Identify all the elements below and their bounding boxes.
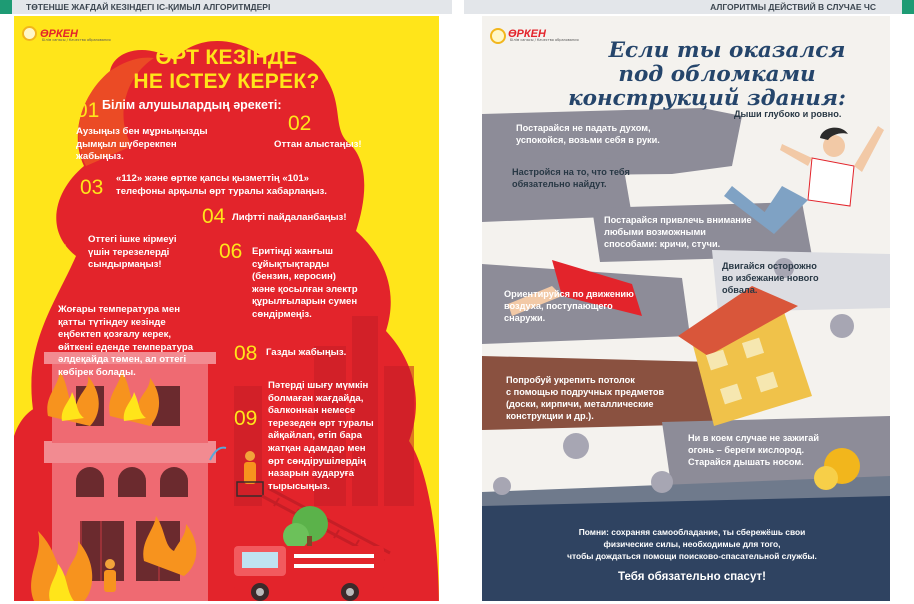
rubble-safety-poster [482, 16, 890, 601]
step-text: Лифтті пайдаланбаңыз! [232, 212, 347, 223]
step-number: 01 [76, 99, 100, 122]
orken-logo [22, 26, 111, 42]
fire-safety-poster [14, 16, 439, 601]
tip-text: Ориентируйся по движению воздуха, поступающего снаружи. [504, 289, 634, 323]
logo-brand: ӨРКЕН [508, 27, 546, 40]
tip-text: Настройся на то, что тебя обязательно найдут. [512, 167, 630, 189]
left-page-header [0, 0, 452, 14]
step-text: Пәтерді шығу мүмкін болмаған жағдайда, балконнан немесе терезеден өрт туралы айқайлап, өтіп бара жатқан адамдар мен өрт сөндірушілердің назарын аударуға тырысыңыз. [268, 380, 374, 492]
orken-logo [490, 26, 579, 42]
poster-subtitle: Білім алушылардың әрекеті: [102, 98, 282, 112]
poster-title-line2: под обломками [618, 62, 816, 87]
right-header-title: АЛГОРИТМЫ ДЕЙСТВИЙ В СЛУЧАЕ ЧС [710, 2, 876, 12]
logo-subtitle: Білім сапасы / Качество образования [42, 38, 111, 42]
final-message: Тебя обязательно спасут! [618, 571, 766, 583]
step-text: Жоғары температура мен қатты түтіндеу кезінде еңбектеп қозғалу керек, өйткені еденде температура әлдеқайда төмен, ал оттегі көбірек болады. [58, 304, 194, 378]
poster-title-line2: НЕ ІСТЕУ КЕРЕК? [133, 70, 320, 93]
right-page-header [464, 0, 914, 14]
step-number: 06 [219, 240, 243, 263]
poster-title-line3: конструкций здания: [568, 86, 846, 111]
logo-brand: ӨРКЕН [40, 27, 78, 40]
step-number: 08 [234, 342, 258, 365]
step-text: «112» және өртке қапсы қызметтің «101» телефоны арқылы өрт туралы хабарлаңыз. [116, 173, 327, 197]
step-number: 07 [24, 298, 48, 321]
step-number: 02 [288, 112, 312, 135]
tip-text: Двигайся осторожно во избежание нового обвала. [722, 261, 819, 295]
step-number: 03 [80, 176, 104, 199]
header-green-tab [902, 0, 914, 14]
tip-text: Постарайся не падать духом, успокойся, возьми себя в руки. [516, 123, 660, 145]
logo-subtitle: Білім сапасы / Качество образования [510, 38, 579, 42]
step-number: 04 [202, 205, 226, 228]
step-number: 05 [44, 241, 68, 264]
tip-text: Ни в коем случае не зажигай огонь – береги кислород. Старайся дышать носом. [688, 433, 820, 467]
sun-logo-icon [22, 26, 37, 41]
tip-text: Дыши глубоко и ровно. [734, 109, 842, 119]
tip-text: Попробуй укрепить потолок с помощью подручных предметов (доски, кирпичи, металлические конструкции и др.). [506, 375, 665, 421]
tip-text: Помни: сохраняя самообладание, ты сбережёшь свои физические силы, необходимые для того, чтобы дождаться помощи поисково-спасательной службы. [567, 527, 817, 561]
poster-title-line1: Если ты оказался [608, 38, 846, 63]
step-text: Еритінді жанғыш сұйықтықтарды (бензин, керосин) және қосылған электр құрылғыларын сумен сөндірмеңіз. [252, 246, 358, 320]
step-text: Оттан алыстаңыз! [274, 139, 362, 150]
step-text: Газды жабыңыз. [266, 347, 347, 358]
left-header-title: ТӨТЕНШЕ ЖАҒДАЙ КЕЗІНДЕГІ ІС-ҚИМЫЛ АЛГОРИТМДЕРІ [26, 2, 271, 12]
poster-title-line1: ӨРТ КЕЗІНДЕ [155, 46, 298, 69]
header-green-tab [0, 0, 12, 14]
tip-text: Постарайся привлечь внимание любыми возможными способами: кричи, стучи. [604, 215, 752, 249]
step-text: Оттегі ішке кірмеуі үшін терезелерді сындырмаңыз! [88, 234, 177, 271]
step-number: 09 [234, 407, 258, 430]
step-text: Аузыңыз бен мұрныңызды дымқыл шүберекпен жабыңыз. [76, 126, 208, 163]
